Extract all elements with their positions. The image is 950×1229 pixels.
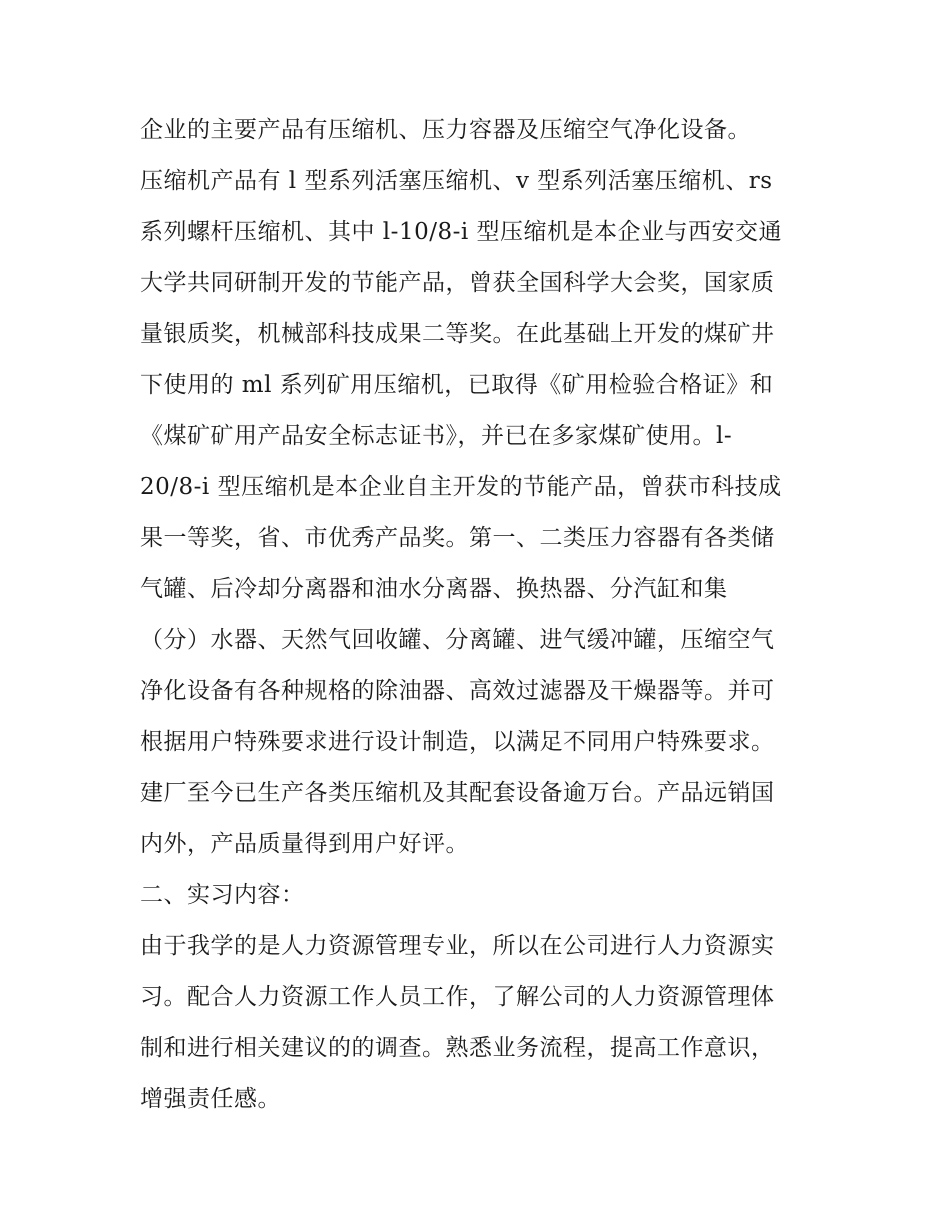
text-line: 压缩机产品有 l 型系列活塞压缩机、v 型系列活塞压缩机、rs — [140, 168, 773, 194]
text-line: 根据用户特殊要求进行设计制造，以满足不同用户特殊要求。 — [140, 729, 775, 755]
text-line: 由于我学的是人力资源管理专业，所以在公司进行人力资源实 — [140, 933, 775, 959]
text-line: 净化设备有各种规格的除油器、高效过滤器及干燥器等。并可 — [140, 678, 775, 704]
text-line: 《煤矿矿用产品安全标志证书》，并已在多家煤矿使用。l- — [140, 423, 733, 449]
text-line: 建厂至今已生产各类压缩机及其配套设备逾万台。产品远销国 — [140, 780, 775, 806]
text-line: 气罐、后冷却分离器和油水分离器、换热器、分汽缸和集 — [140, 576, 728, 602]
text-line: （分）水器、天然气回收罐、分离罐、进气缓冲罐，压缩空气 — [140, 627, 775, 653]
text-line: 果一等奖，省、市优秀产品奖。第一、二类压力容器有各类储 — [140, 525, 775, 551]
text-line: 制和进行相关建议的的调查。熟悉业务流程，提高工作意识， — [140, 1035, 775, 1061]
text-line: 大学共同研制开发的节能产品，曾获全国科学大会奖，国家质 — [140, 270, 775, 296]
text-line: 企业的主要产品有压缩机、压力容器及压缩空气净化设备。 — [140, 117, 751, 143]
body-text — [140, 105, 820, 1125]
text-line: 增强责任感。 — [140, 1086, 281, 1112]
text-line: 下使用的 ml 系列矿用压缩机，已取得《矿用检验合格证》和 — [140, 372, 774, 398]
text-line: 系列螺杆压缩机、其中 l-10/8-i 型压缩机是本企业与西安交通 — [140, 219, 783, 245]
text-line: 量银质奖，机械部科技成果二等奖。在此基础上开发的煤矿井 — [140, 321, 775, 347]
section-heading: 二、实习内容： — [140, 882, 305, 908]
text-line: 习。配合人力资源工作人员工作，了解公司的人力资源管理体 — [140, 984, 775, 1010]
text-line: 20/8-i 型压缩机是本企业自主开发的节能产品，曾获市科技成 — [140, 474, 782, 500]
text-line: 内外，产品质量得到用户好评。 — [140, 831, 469, 857]
